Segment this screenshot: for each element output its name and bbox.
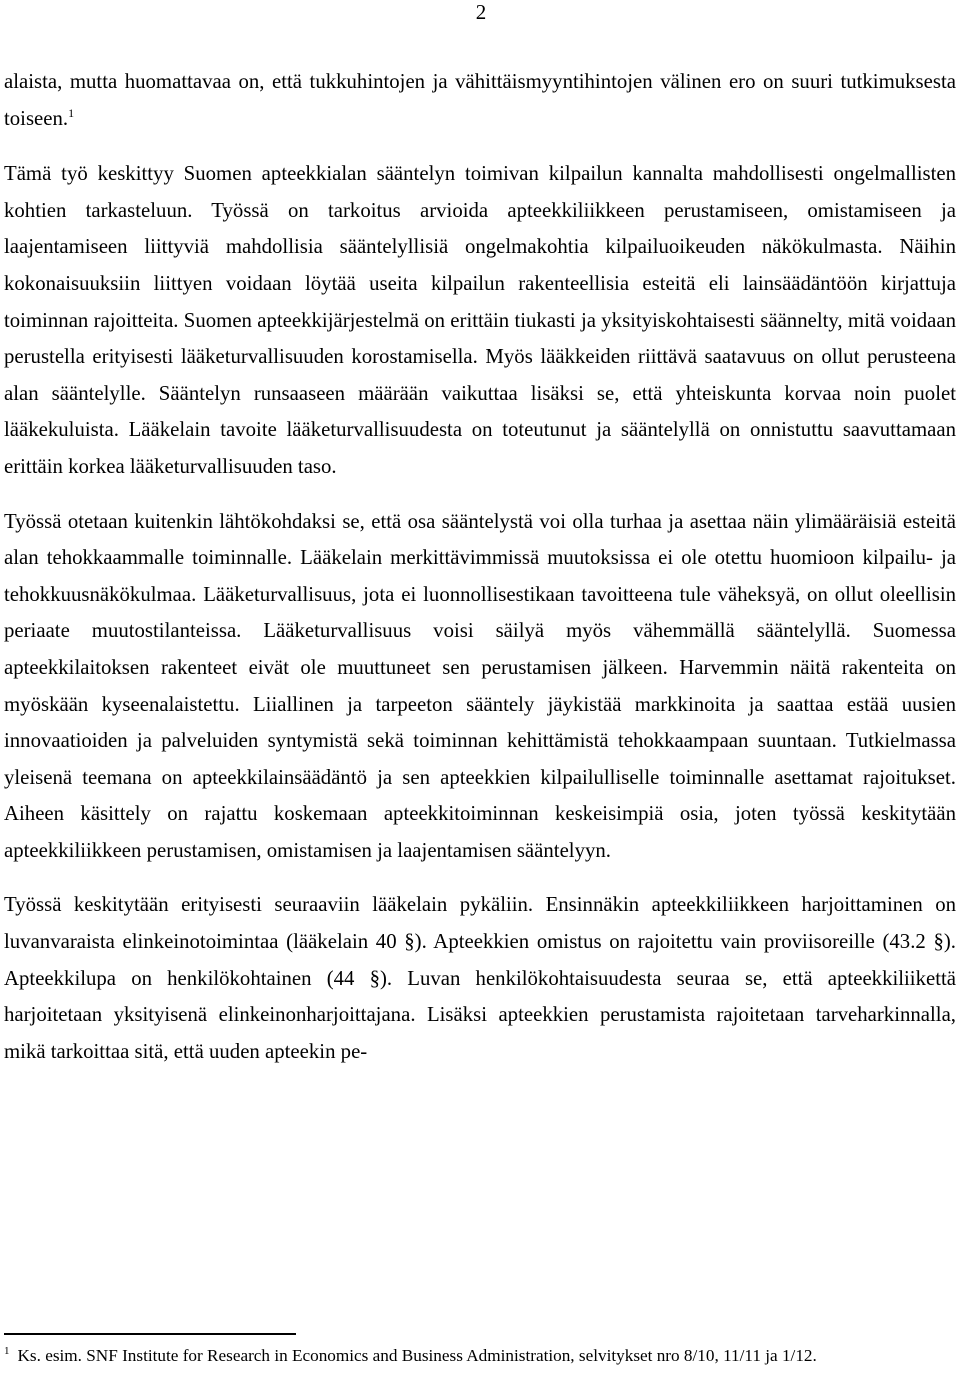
paragraph-scope: Tämä työ keskittyy Suomen apteekkialan sääntelyn toimivan kilpailun kannalta mahdollisesti ongelmallisten kohtien tarkasteluun. Työssä on tarkoitus arvioida apteekkiliikkeen perustamiseen, omistamiseen ja laajentamiseen liittyviä mahdollisia sääntelyllisiä ongelmakohtia kilpailuoikeuden näkökulmasta. Näihin kokonaisuuksiin liittyen voidaan löytää useita kilpailun rakenteellisia esteitä eli lainsäädäntöön kirjattuja toiminnan rajoitteita. Suomen apteekkijärjestelmä on erittäin tiukasti ja yksityiskohtaisesti säännelty, mitä voidaan perustella erityisesti lääketurvallisuuden korostamisella. Myös lääkkeiden riittävä saatavuus on ollut perusteena alan sääntelylle. Sääntelyn runsaaseen määrään vaikuttaa lisäksi se, että yhteiskunta korvaa noin puolet lääkekuluista. Lääkelain tavoite lääketurvallisuudesta on toteutunut ja sääntelyllä on onnistuttu saavuttamaan erittäin korkea lääketurvallisuuden taso.	[4, 162, 956, 478]
paragraph-premise: Työssä otetaan kuitenkin lähtökohdaksi se, että osa sääntelystä voi olla turhaa ja asettaa näin ylimääräisiä esteitä alan tehokkaammalle toiminnalle. Lääkelain merkittävimmissä muutoksissa ei ole otettu huomioon kilpailu- ja tehokkuusnäkökulmaa. Lääketurvallisuus, jota ei luonnollisestikaan tavoitteena tule väheksyä, on ollut oleellisin periaate muutostilanteissa. Lääketurvallisuus voisi säilyä myös vähemmällä sääntelyllä. Suomessa apteekkilaitoksen rakenteet eivät ole muuttuneet sen perustamisen jälkeen. Harvemmin näitä rakenteita on myöskään kyseenalaistettu. Liiallinen ja tarpeeton sääntely jäykistää markkinoita ja saattaa estää uusien innovaatioiden ja palveluiden syntymistä sekä toiminnan kehittämistä tehokkaampaan suuntaan. Tutkielmassa yleisenä teemana on apteekkilainsäädäntö ja sen apteekkien kilpailulliselle toiminnalle asettamat rajoitukset. Aiheen käsittely on rajattu koskemaan apteekkitoiminnan keskeisimpiä osia, joten työssä keskitytään apteekkiliikkeen perustamisen, omistamisen ja laajentamisen sääntelyyn.	[4, 509, 956, 862]
footnote-marker: 1	[4, 1345, 10, 1358]
footnote-divider	[4, 1333, 296, 1335]
paragraph-text: alaista, mutta huomattavaa on, että tukkuhintojen ja vähittäismyyntihintojen välinen ero on suuri tutkimuksesta toiseen.	[4, 70, 956, 130]
paragraph-law-sections: Työssä keskitytään erityisesti seuraaviin lääkelain pykäliin. Ensinnäkin apteekkiliikkeen harjoittaminen on luvanvaraista elinkeinotoimintaa (lääkelain 40 §). Apteekkien omistus on rajoitettu vain proviisoreille (43.2 §). Apteekkilupa on henkilökohtainen (44 §). Luvan henkilökohtaisuudesta seuraa se, että apteekkiliikettä harjoitetaan yksityisenä elinkeinonharjoittajana. Lisäksi apteekkien perustamista rajoitetaan tarveharkinnalla, mikä tarkoittaa sitä, että uuden apteekin pe-	[4, 893, 956, 1063]
footnote	[4, 1345, 956, 1367]
page-number: 2	[475, 0, 487, 24]
paragraph-intro-continuation	[4, 64, 956, 137]
footnote-text: Ks. esim. SNF Institute for Research in Economics and Business Administration, selvitykset nro 8/10, 11/11 ja 1/12.	[17, 1346, 817, 1365]
footnote-reference[interactable]: 1	[68, 105, 75, 120]
document-body	[4, 64, 956, 1070]
